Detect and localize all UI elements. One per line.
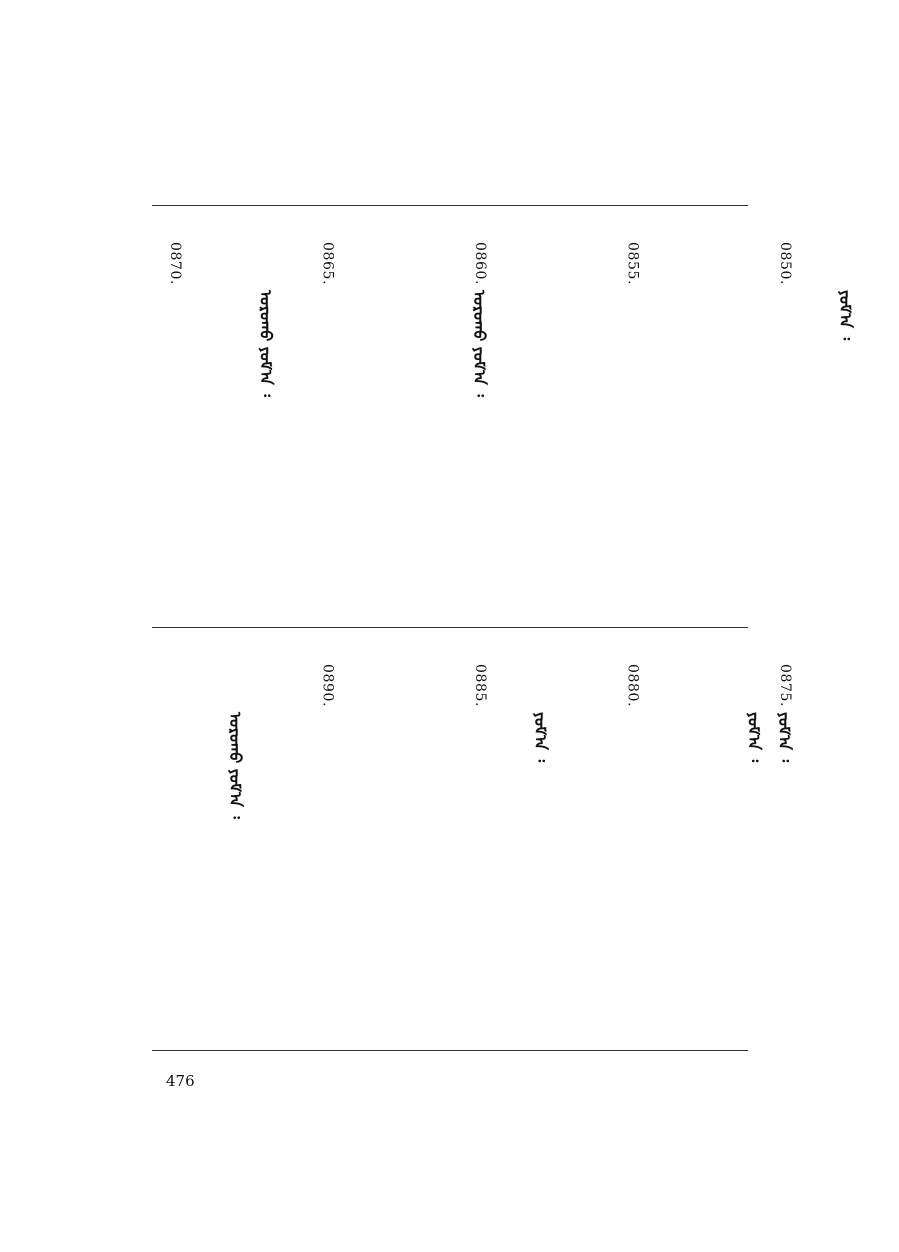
mongolian-verse-line: ᠶᠤᠮ᠎ᠠ ᠄: [775, 712, 794, 763]
line-number: 0855.: [624, 242, 641, 286]
top-rule: [152, 205, 748, 206]
line-number: 0890.: [319, 664, 336, 708]
line-number: 0850.: [777, 242, 793, 286]
text-column: [374, 242, 405, 622]
text-column: [892, 664, 899, 1044]
text-column: [496, 664, 527, 1044]
text-column: [526, 664, 557, 1044]
text-column: [313, 664, 344, 1044]
text-column: [404, 242, 435, 622]
text-column: [191, 242, 222, 622]
page-number: 476: [166, 1072, 195, 1090]
text-column: [221, 664, 252, 1044]
middle-rule: [152, 627, 748, 628]
mongolian-verse-line: ᠣᠷᠣᠬᠤ ᠶᠤᠮ᠎ᠠ ᠄: [256, 290, 276, 397]
text-column: [435, 664, 466, 1044]
text-column: [587, 242, 618, 622]
text-column: [252, 242, 283, 622]
text-column: [618, 242, 649, 622]
text-column: [313, 242, 344, 622]
line-number: 0865.: [319, 242, 336, 286]
text-column: [618, 664, 649, 1044]
text-column: [404, 664, 435, 1044]
text-column: [831, 242, 862, 622]
text-column: [496, 242, 527, 622]
mongolian-verse-line: ᠶᠤᠮ᠎ᠠ ᠄: [744, 712, 764, 763]
text-column: [648, 242, 679, 622]
text-column: [709, 664, 740, 1044]
text-column: [587, 664, 618, 1044]
line-number: 0875.: [777, 664, 793, 708]
text-column: [679, 242, 710, 622]
text-column: [221, 242, 252, 622]
mongolian-verse-line: ᠶᠤᠮ᠎ᠠ ᠄: [531, 712, 550, 763]
line-number: 0880.: [624, 664, 641, 708]
text-column: [557, 242, 588, 622]
mongolian-verse-line: ᠣᠷᠣᠬᠤ ᠶᠤᠮ᠎ᠠ ᠄: [226, 712, 245, 819]
text-column: [465, 242, 496, 622]
text-column: [770, 242, 801, 622]
text-column: [343, 664, 374, 1044]
text-column: [862, 242, 893, 622]
text-column: [465, 664, 496, 1044]
text-column: [648, 664, 679, 1044]
text-column: [679, 664, 710, 1044]
bottom-rule: [152, 1050, 748, 1051]
text-column: [526, 242, 557, 622]
text-column: [282, 664, 313, 1044]
text-column: [435, 242, 466, 622]
text-column: [770, 664, 801, 1044]
line-number: 0870.: [167, 242, 183, 286]
text-column: [862, 664, 893, 1044]
mongolian-verse-line: ᠶᠤᠮ᠎ᠠ ᠄: [836, 290, 855, 341]
text-column: [160, 664, 191, 1044]
text-column: [740, 664, 771, 1044]
text-column: [740, 242, 771, 622]
text-column: [252, 664, 283, 1044]
text-column: [831, 664, 862, 1044]
text-column: [160, 242, 191, 622]
mongolian-verse-line: ᠣᠷᠣᠬᠤ ᠶᠤᠮ᠎ᠠ ᠄: [470, 290, 489, 397]
text-column: [801, 664, 832, 1044]
text-column: [557, 664, 588, 1044]
text-column: [374, 664, 405, 1044]
upper-text-panel: [152, 242, 855, 622]
line-number: 0860.: [472, 242, 488, 286]
line-number: 0885.: [472, 664, 488, 708]
text-column: [343, 242, 374, 622]
text-column: [801, 242, 832, 622]
text-column: [191, 664, 222, 1044]
text-column: [709, 242, 740, 622]
text-column: [282, 242, 313, 622]
lower-text-panel: [152, 664, 794, 1044]
